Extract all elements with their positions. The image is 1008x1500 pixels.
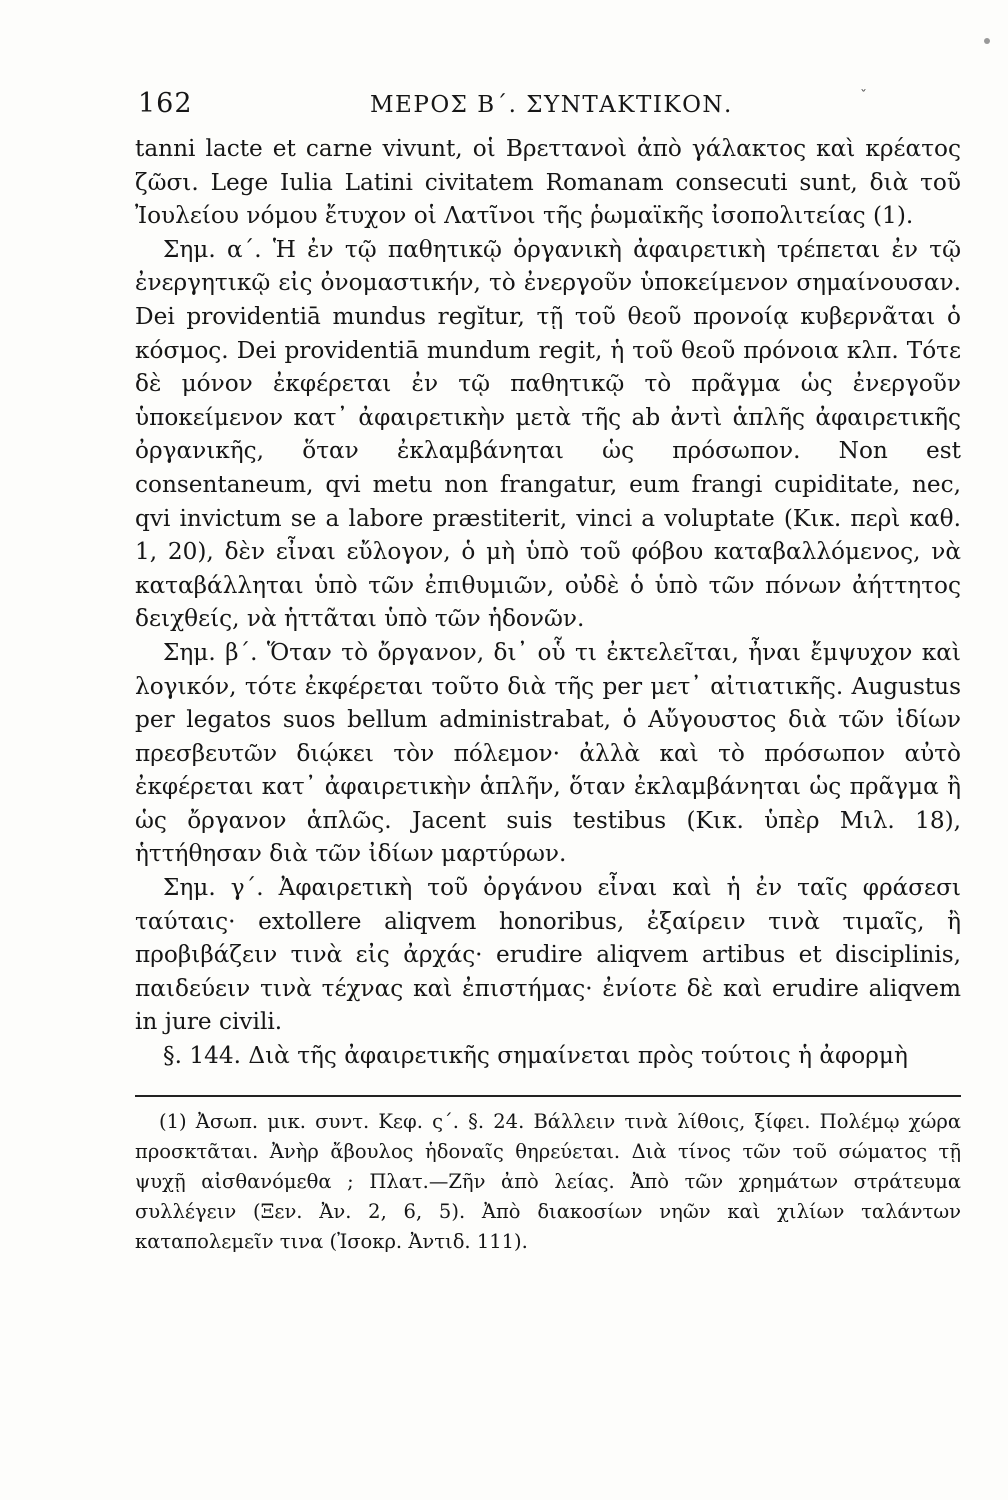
paragraph-continuation: tanni lacte et carne vivunt, οἱ Βρεττανοὶ ἀπὸ γάλακτος καὶ κρέατος ζῶσι. Lege Iulia Latini civitatem Romanam consecuti sunt, διὰ τοῦ Ἰουλείου νόμου ἔτυχον οἱ Λατῖνοι τῆς ῥωμαϊκῆς ἰσοπολιτείας (1).: [135, 135, 961, 230]
stray-mark: ˇ: [860, 88, 867, 104]
page-number: 162: [138, 88, 193, 119]
footnote: (1) Ἀσωπ. μικ. συντ. Κεφ. ς΄. §. 24. Βάλλειν τινὰ λίθοις, ξίφει. Πολέμῳ χώρα προσκτᾶται. Ἀνὴρ ἄβουλος ἡδοναῖς θηρεύεται. Διὰ τίνος τῶν τοῦ σώματος τῇ ψυχῇ αἰσθανόμεθα ; Πλατ.—Ζῆν ἀπὸ λείας. Ἀπὸ τῶν χρημάτων στράτευμα συλλέγειν (Ξεν. Ἀν. 2, 6, 5). Ἀπὸ διακοσίων νηῶν καὶ χιλίων ταλάντων καταπολεμεῖν τινα (Ἰσοκρ. Ἀντιδ. 111).: [135, 1109, 961, 1253]
paragraph-note-beta: Σημ. β΄. Ὅταν τὸ ὄργανον, δι᾽ οὗ τι ἐκτελεῖται, ἦναι ἔμψυχον καὶ λογικόν, τότε ἐκφέρεται τοῦτο διὰ τῆς per μετ᾽ αἰτιατικῆς. Augustus per legatos suos bellum administrabat, ὁ Αὔγουστος διὰ τῶν ἰδίων πρεσβευτῶν διῴκει τὸν πόλεμον· ἀλλὰ καὶ τὸ πρόσωπον αὐτὸ ἐκφέρεται κατ᾽ ἀφαιρετικὴν ἁπλῆν, ὅταν ἐκλαμβάνηται ὡς πρᾶγμα ἢ ὡς ὄργανον ἁπλῶς. Jacent suis testibus (Κικ. ὑπὲρ Μιλ. 18), ἡττήθησαν διὰ τῶν ἰδίων μαρτύρων.: [135, 638, 961, 868]
footnote-rule: [135, 1095, 961, 1097]
paragraph-note-gamma: Σημ. γ΄. Ἀφαιρετικὴ τοῦ ὀργάνου εἶναι καὶ ἡ ἐν ταῖς φράσεσι ταύταις· extollere aliqvem honoribus, ἐξαίρειν τινὰ τιμαῖς, ἢ προβιβάζειν τινὰ εἰς ἀρχάς· erudire aliqvem artibus et disciplinis, παιδεύειν τινὰ τέχνας καὶ ἐπιστήμας· ἐνίοτε δὲ καὶ erudire aliqvem in jure civili.: [135, 874, 961, 1036]
paper-speck: [984, 38, 990, 44]
body-text: [135, 132, 961, 1073]
book-page: [135, 88, 961, 1257]
page-header: [135, 88, 961, 132]
paragraph-note-alpha: Σημ. α΄. Ἡ ἐν τῷ παθητικῷ ὀργανικὴ ἀφαιρετικὴ τρέπεται ἐν τῷ ἐνεργητικῷ εἰς ὀνομαστικήν, τὸ ἐνεργοῦν ὑποκείμενον σημαίνουσαν. Dei providentiā mundus regĭtur, τῇ τοῦ θεοῦ προνοίᾳ κυβερνᾶται ὁ κόσμος. Dei providentiā mundum regit, ἡ τοῦ θεοῦ πρόνοια κλπ. Τότε δὲ μόνον ἐκφέρεται ἐν τῷ παθητικῷ τὸ πρᾶγμα ὡς ἐνεργοῦν ὑποκείμενον κατ᾽ ἀφαιρετικὴν μετὰ τῆς ab ἀντὶ ἁπλῆς ἀφαιρετικῆς ὀργανικῆς, ὅταν ἐκλαμβάνηται ὡς πρόσωπον. Non est consentaneum, qvi metu non frangatur, eum frangi cupiditate, nec, qvi invictum se a labore præstiterit, vinci a voluptate (Κικ. περὶ καθ. 1, 20), δὲν εἶναι εὔλογον, ὁ μὴ ὑπὸ τοῦ φόβου καταβαλλόμενος, νὰ καταβάλληται ὑπὸ τῶν ἐπιθυμιῶν, οὐδὲ ὁ ὑπὸ τῶν πόνων ἀήττητος δειχθείς, νὰ ἡττᾶται ὑπὸ τῶν ἡδονῶν.: [135, 235, 961, 633]
paragraph-section-144: §. 144. Διὰ τῆς ἀφαιρετικῆς σημαίνεται πρὸς τούτοις ἡ ἀφορμὴ: [163, 1042, 908, 1070]
running-head: ΜΕΡΟΣ Β΄. ΣΥΝΤΑΚΤΙΚΟΝ.: [370, 92, 733, 118]
